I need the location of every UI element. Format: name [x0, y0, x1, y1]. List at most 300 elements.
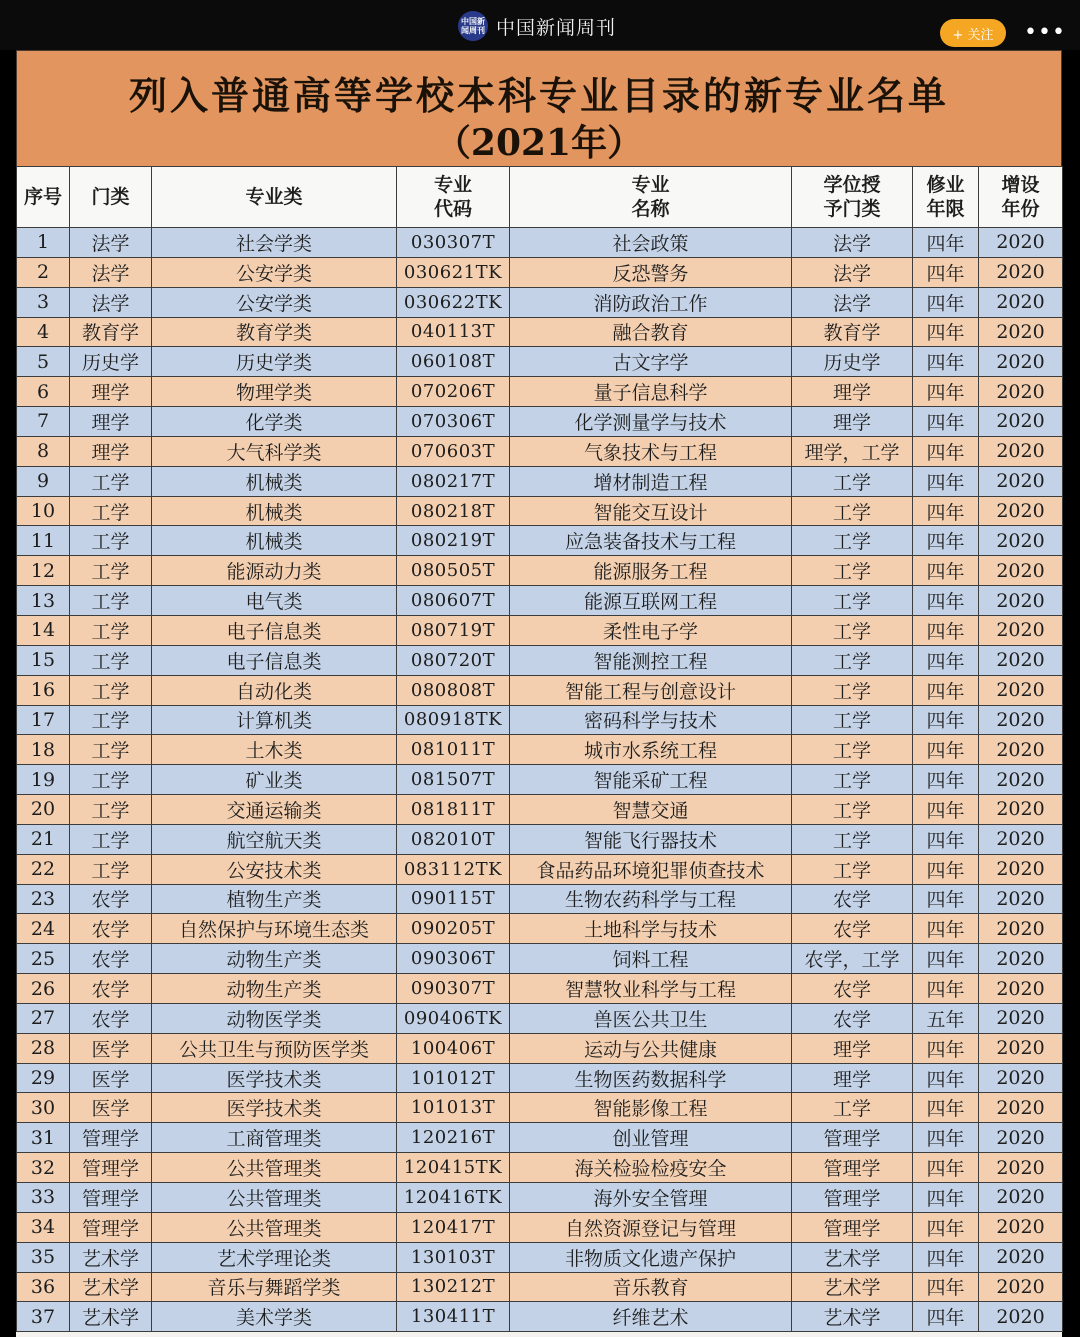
cell-year-added: 2020 — [979, 1212, 1063, 1242]
cell-degree-category: 理学 — [792, 1033, 913, 1063]
table-row — [17, 735, 1063, 765]
cell-major-name: 智能测控工程 — [510, 645, 792, 675]
cell-degree-category: 农学 — [792, 914, 913, 944]
cell-seq-no: 13 — [17, 586, 70, 616]
cell-major-class: 公共管理类 — [152, 1212, 397, 1242]
cell-degree-category: 法学 — [792, 287, 913, 317]
table-row — [17, 586, 1063, 616]
cell-major-class: 公共管理类 — [152, 1153, 397, 1183]
table-header — [17, 167, 1063, 228]
cell-major-class: 公安学类 — [152, 257, 397, 287]
cell-major-name: 柔性电子学 — [510, 615, 792, 645]
cell-year-added: 2020 — [979, 228, 1063, 258]
cell-category: 管理学 — [70, 1123, 152, 1153]
cell-study-years: 四年 — [913, 1242, 979, 1272]
table-row — [17, 854, 1063, 884]
cell-major-code: 080217T — [397, 466, 510, 496]
cell-degree-category: 理学 — [792, 1063, 913, 1093]
cell-major-name: 智能工程与创意设计 — [510, 675, 792, 705]
cell-category: 工学 — [70, 466, 152, 496]
cell-study-years: 四年 — [913, 1153, 979, 1183]
cell-category: 工学 — [70, 556, 152, 586]
cell-seq-no: 36 — [17, 1272, 70, 1302]
cell-major-name: 应急装备技术与工程 — [510, 526, 792, 556]
cell-study-years: 四年 — [913, 287, 979, 317]
cell-major-name: 非物质文化遗产保护 — [510, 1242, 792, 1272]
table-row — [17, 496, 1063, 526]
cell-seq-no: 3 — [17, 287, 70, 317]
cell-study-years: 五年 — [913, 1003, 979, 1033]
cell-seq-no: 24 — [17, 914, 70, 944]
cell-major-name: 智能影像工程 — [510, 1093, 792, 1123]
cell-major-name: 消防政治工作 — [510, 287, 792, 317]
cell-year-added: 2020 — [979, 1183, 1063, 1213]
cell-degree-category: 工学 — [792, 735, 913, 765]
cell-category: 工学 — [70, 526, 152, 556]
cell-major-class: 计算机类 — [152, 705, 397, 735]
app-top-bar — [0, 0, 1080, 50]
cell-degree-category: 工学 — [792, 705, 913, 735]
cell-year-added: 2020 — [979, 556, 1063, 586]
cell-major-name: 密码科学与技术 — [510, 705, 792, 735]
cell-major-code: 080219T — [397, 526, 510, 556]
cell-seq-no: 30 — [17, 1093, 70, 1123]
cell-study-years: 四年 — [913, 884, 979, 914]
cell-major-class: 机械类 — [152, 496, 397, 526]
cell-degree-category: 工学 — [792, 854, 913, 884]
cell-year-added: 2020 — [979, 735, 1063, 765]
cell-year-added: 2020 — [979, 1093, 1063, 1123]
cell-seq-no: 10 — [17, 496, 70, 526]
follow-button[interactable]: + 关注 — [940, 19, 1006, 47]
cell-year-added: 2020 — [979, 884, 1063, 914]
cell-major-class: 自然保护与环境生态类 — [152, 914, 397, 944]
channel-logo-icon: 中国新闻周刊 — [458, 11, 488, 41]
cell-category: 教育学 — [70, 317, 152, 347]
cell-major-class: 医学技术类 — [152, 1063, 397, 1093]
cell-major-code: 120417T — [397, 1212, 510, 1242]
cell-seq-no: 2 — [17, 257, 70, 287]
cell-study-years: 四年 — [913, 974, 979, 1004]
cell-category: 艺术学 — [70, 1272, 152, 1302]
cell-major-name: 纤维艺术 — [510, 1302, 792, 1332]
cell-major-name: 反恐警务 — [510, 257, 792, 287]
cell-degree-category: 工学 — [792, 526, 913, 556]
cell-category: 工学 — [70, 824, 152, 854]
cell-major-name: 能源互联网工程 — [510, 586, 792, 616]
cell-major-class: 公共卫生与预防医学类 — [152, 1033, 397, 1063]
cell-seq-no: 12 — [17, 556, 70, 586]
cell-degree-category: 艺术学 — [792, 1272, 913, 1302]
document-sheet — [16, 50, 1062, 1337]
cell-degree-category: 工学 — [792, 765, 913, 795]
cell-major-class: 交通运输类 — [152, 795, 397, 825]
cell-major-class: 自动化类 — [152, 675, 397, 705]
cell-study-years: 四年 — [913, 1033, 979, 1063]
cell-year-added: 2020 — [979, 615, 1063, 645]
cell-major-code: 070603T — [397, 436, 510, 466]
cell-study-years: 四年 — [913, 496, 979, 526]
cell-seq-no: 6 — [17, 377, 70, 407]
cell-category: 工学 — [70, 795, 152, 825]
cell-major-name: 土地科学与技术 — [510, 914, 792, 944]
channel-brand[interactable] — [458, 11, 616, 41]
cell-category: 理学 — [70, 436, 152, 466]
cell-study-years: 四年 — [913, 257, 979, 287]
table-row — [17, 795, 1063, 825]
cell-major-name: 能源服务工程 — [510, 556, 792, 586]
cell-seq-no: 22 — [17, 854, 70, 884]
cell-study-years: 四年 — [913, 317, 979, 347]
cell-study-years: 四年 — [913, 466, 979, 496]
cell-category: 工学 — [70, 496, 152, 526]
cell-category: 医学 — [70, 1033, 152, 1063]
column-header-degree-category: 学位授 予门类 — [792, 167, 913, 228]
cell-year-added: 2020 — [979, 317, 1063, 347]
column-header-seq-no: 序号 — [17, 167, 70, 228]
cell-major-code: 130411T — [397, 1302, 510, 1332]
cell-study-years: 四年 — [913, 675, 979, 705]
cell-major-name: 智能采矿工程 — [510, 765, 792, 795]
cell-major-code: 120416TK — [397, 1183, 510, 1213]
cell-major-code: 060108T — [397, 347, 510, 377]
table-row — [17, 228, 1063, 258]
cell-major-class: 教育学类 — [152, 317, 397, 347]
cell-major-code: 030621TK — [397, 257, 510, 287]
cell-seq-no: 37 — [17, 1302, 70, 1332]
document-subtitle: （2021年） — [434, 122, 644, 164]
cell-seq-no: 18 — [17, 735, 70, 765]
cell-major-name: 城市水系统工程 — [510, 735, 792, 765]
cell-major-class: 音乐与舞蹈学类 — [152, 1272, 397, 1302]
cell-category: 艺术学 — [70, 1302, 152, 1332]
cell-year-added: 2020 — [979, 795, 1063, 825]
table-row — [17, 436, 1063, 466]
cell-major-class: 艺术学理论类 — [152, 1242, 397, 1272]
table-row — [17, 705, 1063, 735]
cell-seq-no: 19 — [17, 765, 70, 795]
cell-study-years: 四年 — [913, 228, 979, 258]
cell-seq-no: 32 — [17, 1153, 70, 1183]
table-row — [17, 526, 1063, 556]
cell-category: 农学 — [70, 944, 152, 974]
cell-year-added: 2020 — [979, 854, 1063, 884]
cell-study-years: 四年 — [913, 407, 979, 437]
cell-year-added: 2020 — [979, 705, 1063, 735]
cell-category: 工学 — [70, 705, 152, 735]
cell-major-name: 海外安全管理 — [510, 1183, 792, 1213]
cell-major-code: 080720T — [397, 645, 510, 675]
table-row — [17, 377, 1063, 407]
cell-major-name: 智慧牧业科学与工程 — [510, 974, 792, 1004]
title-banner — [16, 50, 1062, 166]
table-row — [17, 407, 1063, 437]
cell-major-code: 090406TK — [397, 1003, 510, 1033]
cell-seq-no: 11 — [17, 526, 70, 556]
cell-major-name: 自然资源登记与管理 — [510, 1212, 792, 1242]
cell-year-added: 2020 — [979, 287, 1063, 317]
table-row — [17, 1302, 1063, 1332]
table-row — [17, 1153, 1063, 1183]
cell-category: 法学 — [70, 287, 152, 317]
cell-major-class: 能源动力类 — [152, 556, 397, 586]
cell-category: 工学 — [70, 765, 152, 795]
cell-degree-category: 工学 — [792, 1093, 913, 1123]
cell-category: 工学 — [70, 615, 152, 645]
cell-year-added: 2020 — [979, 1242, 1063, 1272]
cell-major-name: 增材制造工程 — [510, 466, 792, 496]
cell-category: 管理学 — [70, 1183, 152, 1213]
cell-major-name: 饲料工程 — [510, 944, 792, 974]
cell-major-class: 动物生产类 — [152, 944, 397, 974]
table-row — [17, 1242, 1063, 1272]
cell-degree-category: 工学 — [792, 586, 913, 616]
cell-seq-no: 26 — [17, 974, 70, 1004]
cell-major-code: 082010T — [397, 824, 510, 854]
cell-degree-category: 工学 — [792, 645, 913, 675]
table-row — [17, 675, 1063, 705]
cell-study-years: 四年 — [913, 526, 979, 556]
cell-degree-category: 法学 — [792, 228, 913, 258]
cell-major-name: 古文字学 — [510, 347, 792, 377]
cell-year-added: 2020 — [979, 1033, 1063, 1063]
cell-major-name: 化学测量学与技术 — [510, 407, 792, 437]
cell-major-code: 040113T — [397, 317, 510, 347]
cell-seq-no: 5 — [17, 347, 70, 377]
cell-seq-no: 21 — [17, 824, 70, 854]
cell-study-years: 四年 — [913, 1212, 979, 1242]
cell-degree-category: 理学 — [792, 407, 913, 437]
cell-degree-category: 法学 — [792, 257, 913, 287]
channel-name: 中国新闻周刊 — [496, 16, 617, 39]
cell-major-code: 070306T — [397, 407, 510, 437]
cell-year-added: 2020 — [979, 974, 1063, 1004]
cell-category: 法学 — [70, 257, 152, 287]
cell-category: 工学 — [70, 586, 152, 616]
cell-category: 艺术学 — [70, 1242, 152, 1272]
cell-seq-no: 35 — [17, 1242, 70, 1272]
table-row — [17, 466, 1063, 496]
table-row — [17, 615, 1063, 645]
cell-degree-category: 农学 — [792, 974, 913, 1004]
cell-year-added: 2020 — [979, 347, 1063, 377]
cell-category: 农学 — [70, 914, 152, 944]
cell-major-name: 生物医药数据科学 — [510, 1063, 792, 1093]
cell-study-years: 四年 — [913, 556, 979, 586]
cell-degree-category: 管理学 — [792, 1123, 913, 1153]
cell-category: 法学 — [70, 228, 152, 258]
cell-major-class: 医学技术类 — [152, 1093, 397, 1123]
cell-major-code: 120216T — [397, 1123, 510, 1153]
cell-year-added: 2020 — [979, 257, 1063, 287]
document-title: 列入普通高等学校本科专业目录的新专业名单 — [128, 73, 949, 118]
cell-major-code: 101013T — [397, 1093, 510, 1123]
cell-major-name: 兽医公共卫生 — [510, 1003, 792, 1033]
cell-study-years: 四年 — [913, 436, 979, 466]
cell-seq-no: 31 — [17, 1123, 70, 1153]
cell-category: 管理学 — [70, 1153, 152, 1183]
cell-major-class: 电气类 — [152, 586, 397, 616]
table-row — [17, 765, 1063, 795]
cell-major-code: 081507T — [397, 765, 510, 795]
table-row — [17, 317, 1063, 347]
cell-category: 管理学 — [70, 1212, 152, 1242]
cell-degree-category: 工学 — [792, 615, 913, 645]
cell-category: 医学 — [70, 1063, 152, 1093]
cell-degree-category: 工学 — [792, 795, 913, 825]
cell-degree-category: 历史学 — [792, 347, 913, 377]
cell-category: 农学 — [70, 1003, 152, 1033]
cell-major-name: 创业管理 — [510, 1123, 792, 1153]
cell-major-class: 机械类 — [152, 526, 397, 556]
cell-major-name: 气象技术与工程 — [510, 436, 792, 466]
cell-study-years: 四年 — [913, 1272, 979, 1302]
cell-major-name: 运动与公共健康 — [510, 1033, 792, 1063]
cell-category: 理学 — [70, 407, 152, 437]
cell-year-added: 2020 — [979, 526, 1063, 556]
cell-major-code: 090307T — [397, 974, 510, 1004]
cell-major-class: 土木类 — [152, 735, 397, 765]
table-row — [17, 645, 1063, 675]
cell-study-years: 四年 — [913, 1183, 979, 1213]
table-row — [17, 287, 1063, 317]
cell-year-added: 2020 — [979, 1003, 1063, 1033]
cell-seq-no: 14 — [17, 615, 70, 645]
cell-major-class: 矿业类 — [152, 765, 397, 795]
column-header-category: 门类 — [70, 167, 152, 228]
cell-seq-no: 8 — [17, 436, 70, 466]
table-row — [17, 257, 1063, 287]
table-row — [17, 944, 1063, 974]
cell-major-class: 电子信息类 — [152, 615, 397, 645]
cell-seq-no: 15 — [17, 645, 70, 675]
cell-seq-no: 1 — [17, 228, 70, 258]
cell-study-years: 四年 — [913, 1063, 979, 1093]
cell-degree-category: 工学 — [792, 675, 913, 705]
cell-major-class: 航空航天类 — [152, 824, 397, 854]
cell-degree-category: 艺术学 — [792, 1242, 913, 1272]
cell-year-added: 2020 — [979, 1153, 1063, 1183]
majors-table — [16, 166, 1063, 1332]
cell-degree-category: 理学，工学 — [792, 436, 913, 466]
column-header-study-years: 修业 年限 — [913, 167, 979, 228]
cell-degree-category: 农学 — [792, 884, 913, 914]
table-row — [17, 914, 1063, 944]
cell-major-name: 食品药品环境犯罪侦查技术 — [510, 854, 792, 884]
cell-seq-no: 28 — [17, 1033, 70, 1063]
table-row — [17, 974, 1063, 1004]
cell-major-class: 动物医学类 — [152, 1003, 397, 1033]
cell-seq-no: 34 — [17, 1212, 70, 1242]
cell-major-name: 智能交互设计 — [510, 496, 792, 526]
cell-major-code: 080607T — [397, 586, 510, 616]
cell-study-years: 四年 — [913, 645, 979, 675]
cell-major-class: 机械类 — [152, 466, 397, 496]
cell-major-name: 智能飞行器技术 — [510, 824, 792, 854]
cell-major-class: 大气科学类 — [152, 436, 397, 466]
cell-year-added: 2020 — [979, 645, 1063, 675]
cell-degree-category: 农学 — [792, 1003, 913, 1033]
cell-major-code: 080505T — [397, 556, 510, 586]
table-row — [17, 1063, 1063, 1093]
cell-category: 历史学 — [70, 347, 152, 377]
cell-major-code: 080218T — [397, 496, 510, 526]
cell-study-years: 四年 — [913, 586, 979, 616]
cell-year-added: 2020 — [979, 436, 1063, 466]
cell-major-class: 公安学类 — [152, 287, 397, 317]
cell-year-added: 2020 — [979, 586, 1063, 616]
table-row — [17, 1093, 1063, 1123]
table-body — [17, 228, 1063, 1332]
cell-major-code: 130212T — [397, 1272, 510, 1302]
cell-seq-no: 27 — [17, 1003, 70, 1033]
cell-year-added: 2020 — [979, 1123, 1063, 1153]
cell-major-name: 音乐教育 — [510, 1272, 792, 1302]
cell-year-added: 2020 — [979, 765, 1063, 795]
column-header-year-added: 增设 年份 — [979, 167, 1063, 228]
cell-major-code: 080719T — [397, 615, 510, 645]
table-row — [17, 556, 1063, 586]
cell-degree-category: 工学 — [792, 556, 913, 586]
cell-degree-category: 农学，工学 — [792, 944, 913, 974]
cell-study-years: 四年 — [913, 1093, 979, 1123]
cell-major-name: 生物农药科学与工程 — [510, 884, 792, 914]
cell-major-code: 080918TK — [397, 705, 510, 735]
more-options-icon[interactable]: ••• — [1024, 20, 1066, 45]
cell-year-added: 2020 — [979, 1063, 1063, 1093]
cell-study-years: 四年 — [913, 944, 979, 974]
table-row — [17, 1272, 1063, 1302]
cell-major-name: 融合教育 — [510, 317, 792, 347]
cell-study-years: 四年 — [913, 854, 979, 884]
cell-study-years: 四年 — [913, 615, 979, 645]
cell-major-code: 120415TK — [397, 1153, 510, 1183]
cell-degree-category: 工学 — [792, 824, 913, 854]
cell-year-added: 2020 — [979, 466, 1063, 496]
cell-year-added: 2020 — [979, 944, 1063, 974]
cell-major-class: 工商管理类 — [152, 1123, 397, 1153]
cell-major-code: 030307T — [397, 228, 510, 258]
cell-major-code: 090306T — [397, 944, 510, 974]
column-header-major-class: 专业类 — [152, 167, 397, 228]
cell-major-class: 动物生产类 — [152, 974, 397, 1004]
cell-major-code: 100406T — [397, 1033, 510, 1063]
cell-year-added: 2020 — [979, 1302, 1063, 1332]
cell-seq-no: 9 — [17, 466, 70, 496]
cell-category: 医学 — [70, 1093, 152, 1123]
cell-seq-no: 29 — [17, 1063, 70, 1093]
table-row — [17, 1033, 1063, 1063]
cell-study-years: 四年 — [913, 1123, 979, 1153]
cell-study-years: 四年 — [913, 824, 979, 854]
cell-major-code: 101012T — [397, 1063, 510, 1093]
cell-seq-no: 33 — [17, 1183, 70, 1213]
cell-study-years: 四年 — [913, 795, 979, 825]
cell-major-name: 社会政策 — [510, 228, 792, 258]
cell-major-code: 080808T — [397, 675, 510, 705]
cell-major-name: 智慧交通 — [510, 795, 792, 825]
cell-degree-category: 艺术学 — [792, 1302, 913, 1332]
cell-seq-no: 7 — [17, 407, 70, 437]
cell-degree-category: 理学 — [792, 377, 913, 407]
cell-category: 工学 — [70, 645, 152, 675]
cell-seq-no: 23 — [17, 884, 70, 914]
cell-major-name: 量子信息科学 — [510, 377, 792, 407]
cell-seq-no: 17 — [17, 705, 70, 735]
table-row — [17, 884, 1063, 914]
cell-category: 工学 — [70, 675, 152, 705]
cell-major-class: 化学类 — [152, 407, 397, 437]
